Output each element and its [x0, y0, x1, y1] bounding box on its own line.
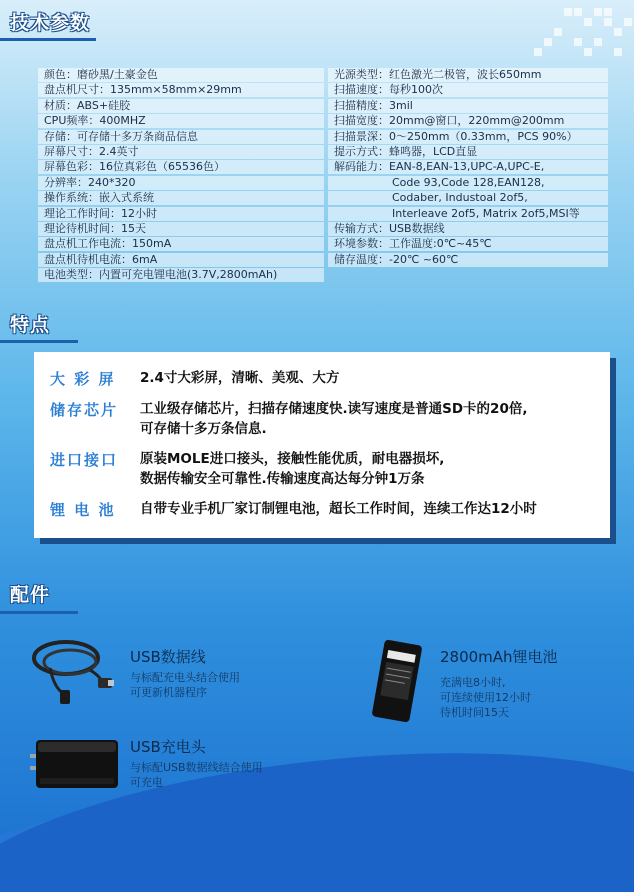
pixel-square: [604, 18, 612, 26]
spec-left-cell: 存储：可存储十多万条商品信息: [38, 130, 324, 144]
feature-line: 数据传输安全可靠性.传输速度高达每分钟1万条: [140, 471, 425, 487]
usb-charger-image: [28, 736, 120, 792]
usb-charger-title: USB充电头: [130, 738, 206, 756]
pixel-square: [594, 38, 602, 46]
feature-key: 进口接口: [50, 451, 119, 469]
spec-row: [38, 237, 608, 252]
spec-right-cell: 提示方式：蜂鸣器，LCD直显: [328, 145, 608, 159]
pixel-square: [594, 8, 602, 16]
feature-line: 原装MOLE进口接头，接触性能优质，耐电器损坏,: [140, 451, 445, 467]
spec-right-cell: 扫描宽度：20mm@窗口，220mm@200mm: [328, 114, 608, 128]
spec-table: [38, 68, 608, 283]
battery-desc-line: 待机时间15天: [440, 706, 509, 719]
accessories-heading-underline: [0, 611, 78, 614]
pixel-square: [574, 38, 582, 46]
feature-line: 2.4寸大彩屏，清晰、美观、大方: [140, 370, 340, 386]
specs-heading-underline: [0, 38, 96, 41]
specs-heading: 技术参数: [10, 12, 91, 34]
features-heading-underline: [0, 340, 78, 343]
spec-left-cell: 材质：ABS+硅胶: [38, 99, 324, 113]
feature-key: 锂 电 池: [50, 501, 116, 519]
spec-right-cell: 解码能力：EAN-8,EAN-13,UPC-A,UPC-E,: [328, 160, 608, 174]
spec-row: [38, 68, 608, 83]
pixel-square: [554, 28, 562, 36]
feature-row: [50, 499, 610, 520]
usb-cable-image: [30, 630, 114, 706]
feature-line: 工业级存储芯片，扫描存储速度快.读写速度是普通SD卡的20倍,: [140, 401, 528, 417]
spec-left-cell: 盘点机尺寸：135mm×58mm×29mm: [38, 83, 324, 97]
spec-left-cell: 电池类型：内置可充电锂电池(3.7V,2800mAh): [38, 268, 324, 282]
spec-right-cell: 传输方式：USB数据线: [328, 222, 608, 236]
feature-row: [50, 449, 610, 489]
spec-row: [38, 191, 608, 206]
battery-title: 2800mAh锂电池: [440, 648, 558, 666]
battery-desc-line: 充满电8小时,: [440, 676, 506, 689]
spec-right-cell: 环境参数：工作温度:0℃~45℃: [328, 237, 608, 251]
spec-right-cell: 扫描精度：3mil: [328, 99, 608, 113]
spec-row: [38, 253, 608, 268]
feature-key: 大 彩 屏: [50, 370, 116, 388]
spec-right-cell: 光源类型：红色激光二极管，波长650mm: [328, 68, 608, 82]
spec-right-cell: Code 93,Code 128,EAN128,: [328, 176, 608, 190]
spec-left-cell: 屏幕色彩：16位真彩色（65536色）: [38, 160, 324, 174]
usb-cable-title: USB数据线: [130, 648, 206, 666]
usb-cable-desc: [130, 670, 240, 700]
battery-image: [372, 636, 422, 726]
usb-cable-desc-line: 与标配充电头结合使用: [130, 671, 240, 684]
spec-right-cell: Interleave 2of5, Matrix 2of5,MSI等: [328, 207, 608, 221]
spec-row: [38, 160, 608, 175]
spec-left-cell: 操作系统：嵌入式系统: [38, 191, 324, 205]
spec-row: [38, 83, 608, 98]
spec-left-cell: 颜色：磨砂黑/土豪金色: [38, 68, 324, 82]
feature-row: [50, 368, 610, 389]
pixel-square: [584, 48, 592, 56]
spec-row: [38, 268, 608, 283]
spec-left-cell: 理论待机时间：15天: [38, 222, 324, 236]
features-panel: [34, 352, 610, 538]
spec-left-cell: 分辨率：240*320: [38, 176, 324, 190]
spec-row: [38, 130, 608, 145]
pixel-square: [614, 48, 622, 56]
pixel-square: [624, 18, 632, 26]
usb-cable-desc-line: 可更新机器程序: [130, 686, 207, 699]
feature-text: [140, 499, 537, 520]
features-heading: 特点: [10, 314, 51, 336]
feature-text: [140, 449, 444, 489]
spec-right-cell: 扫描景深：0～250mm（0.33mm，PCS 90%）: [328, 130, 608, 144]
pixel-square: [604, 8, 612, 16]
spec-left-cell: 盘点机工作电流：150mA: [38, 237, 324, 251]
usb-charger-desc: [130, 760, 263, 790]
spec-row: [38, 222, 608, 237]
spec-left-cell: 盘点机待机电流：6mA: [38, 253, 324, 267]
pixel-square: [574, 8, 582, 16]
pixel-square: [544, 38, 552, 46]
pixel-square: [584, 18, 592, 26]
battery-desc-line: 可连续使用12小时: [440, 691, 531, 704]
usb-charger-desc-line: 与标配USB数据线结合使用: [130, 761, 263, 774]
spec-right-cell: Codaber, Industoal 2of5,: [328, 191, 608, 205]
feature-line: 自带专业手机厂家订制锂电池，超长工作时间，连续工作达12小时: [140, 501, 537, 517]
spec-left-cell: 理论工作时间：12小时: [38, 207, 324, 221]
accessories-heading: 配件: [10, 584, 51, 606]
spec-row: [38, 99, 608, 114]
spec-right-cell: 储存温度：-20℃ ~60℃: [328, 253, 608, 267]
feature-text: [140, 368, 339, 389]
spec-right-cell: 扫描速度：每秒100次: [328, 83, 608, 97]
spec-left-cell: 屏幕尺寸：2.4英寸: [38, 145, 324, 159]
feature-key: 储存芯片: [50, 401, 119, 419]
pixel-square: [564, 8, 572, 16]
usb-charger-desc-line: 可充电: [130, 776, 163, 789]
spec-row: [38, 114, 608, 129]
spec-row: [38, 207, 608, 222]
feature-line: 可存储十多万条信息.: [140, 421, 267, 437]
pixel-square: [534, 48, 542, 56]
feature-text: [140, 399, 527, 439]
pixel-square: [614, 28, 622, 36]
battery-desc: [440, 675, 531, 720]
spec-row: [38, 176, 608, 191]
decorative-pixel-pattern: [414, 0, 634, 70]
spec-left-cell: CPU频率：400MHZ: [38, 114, 324, 128]
feature-row: [50, 399, 610, 439]
spec-row: [38, 145, 608, 160]
